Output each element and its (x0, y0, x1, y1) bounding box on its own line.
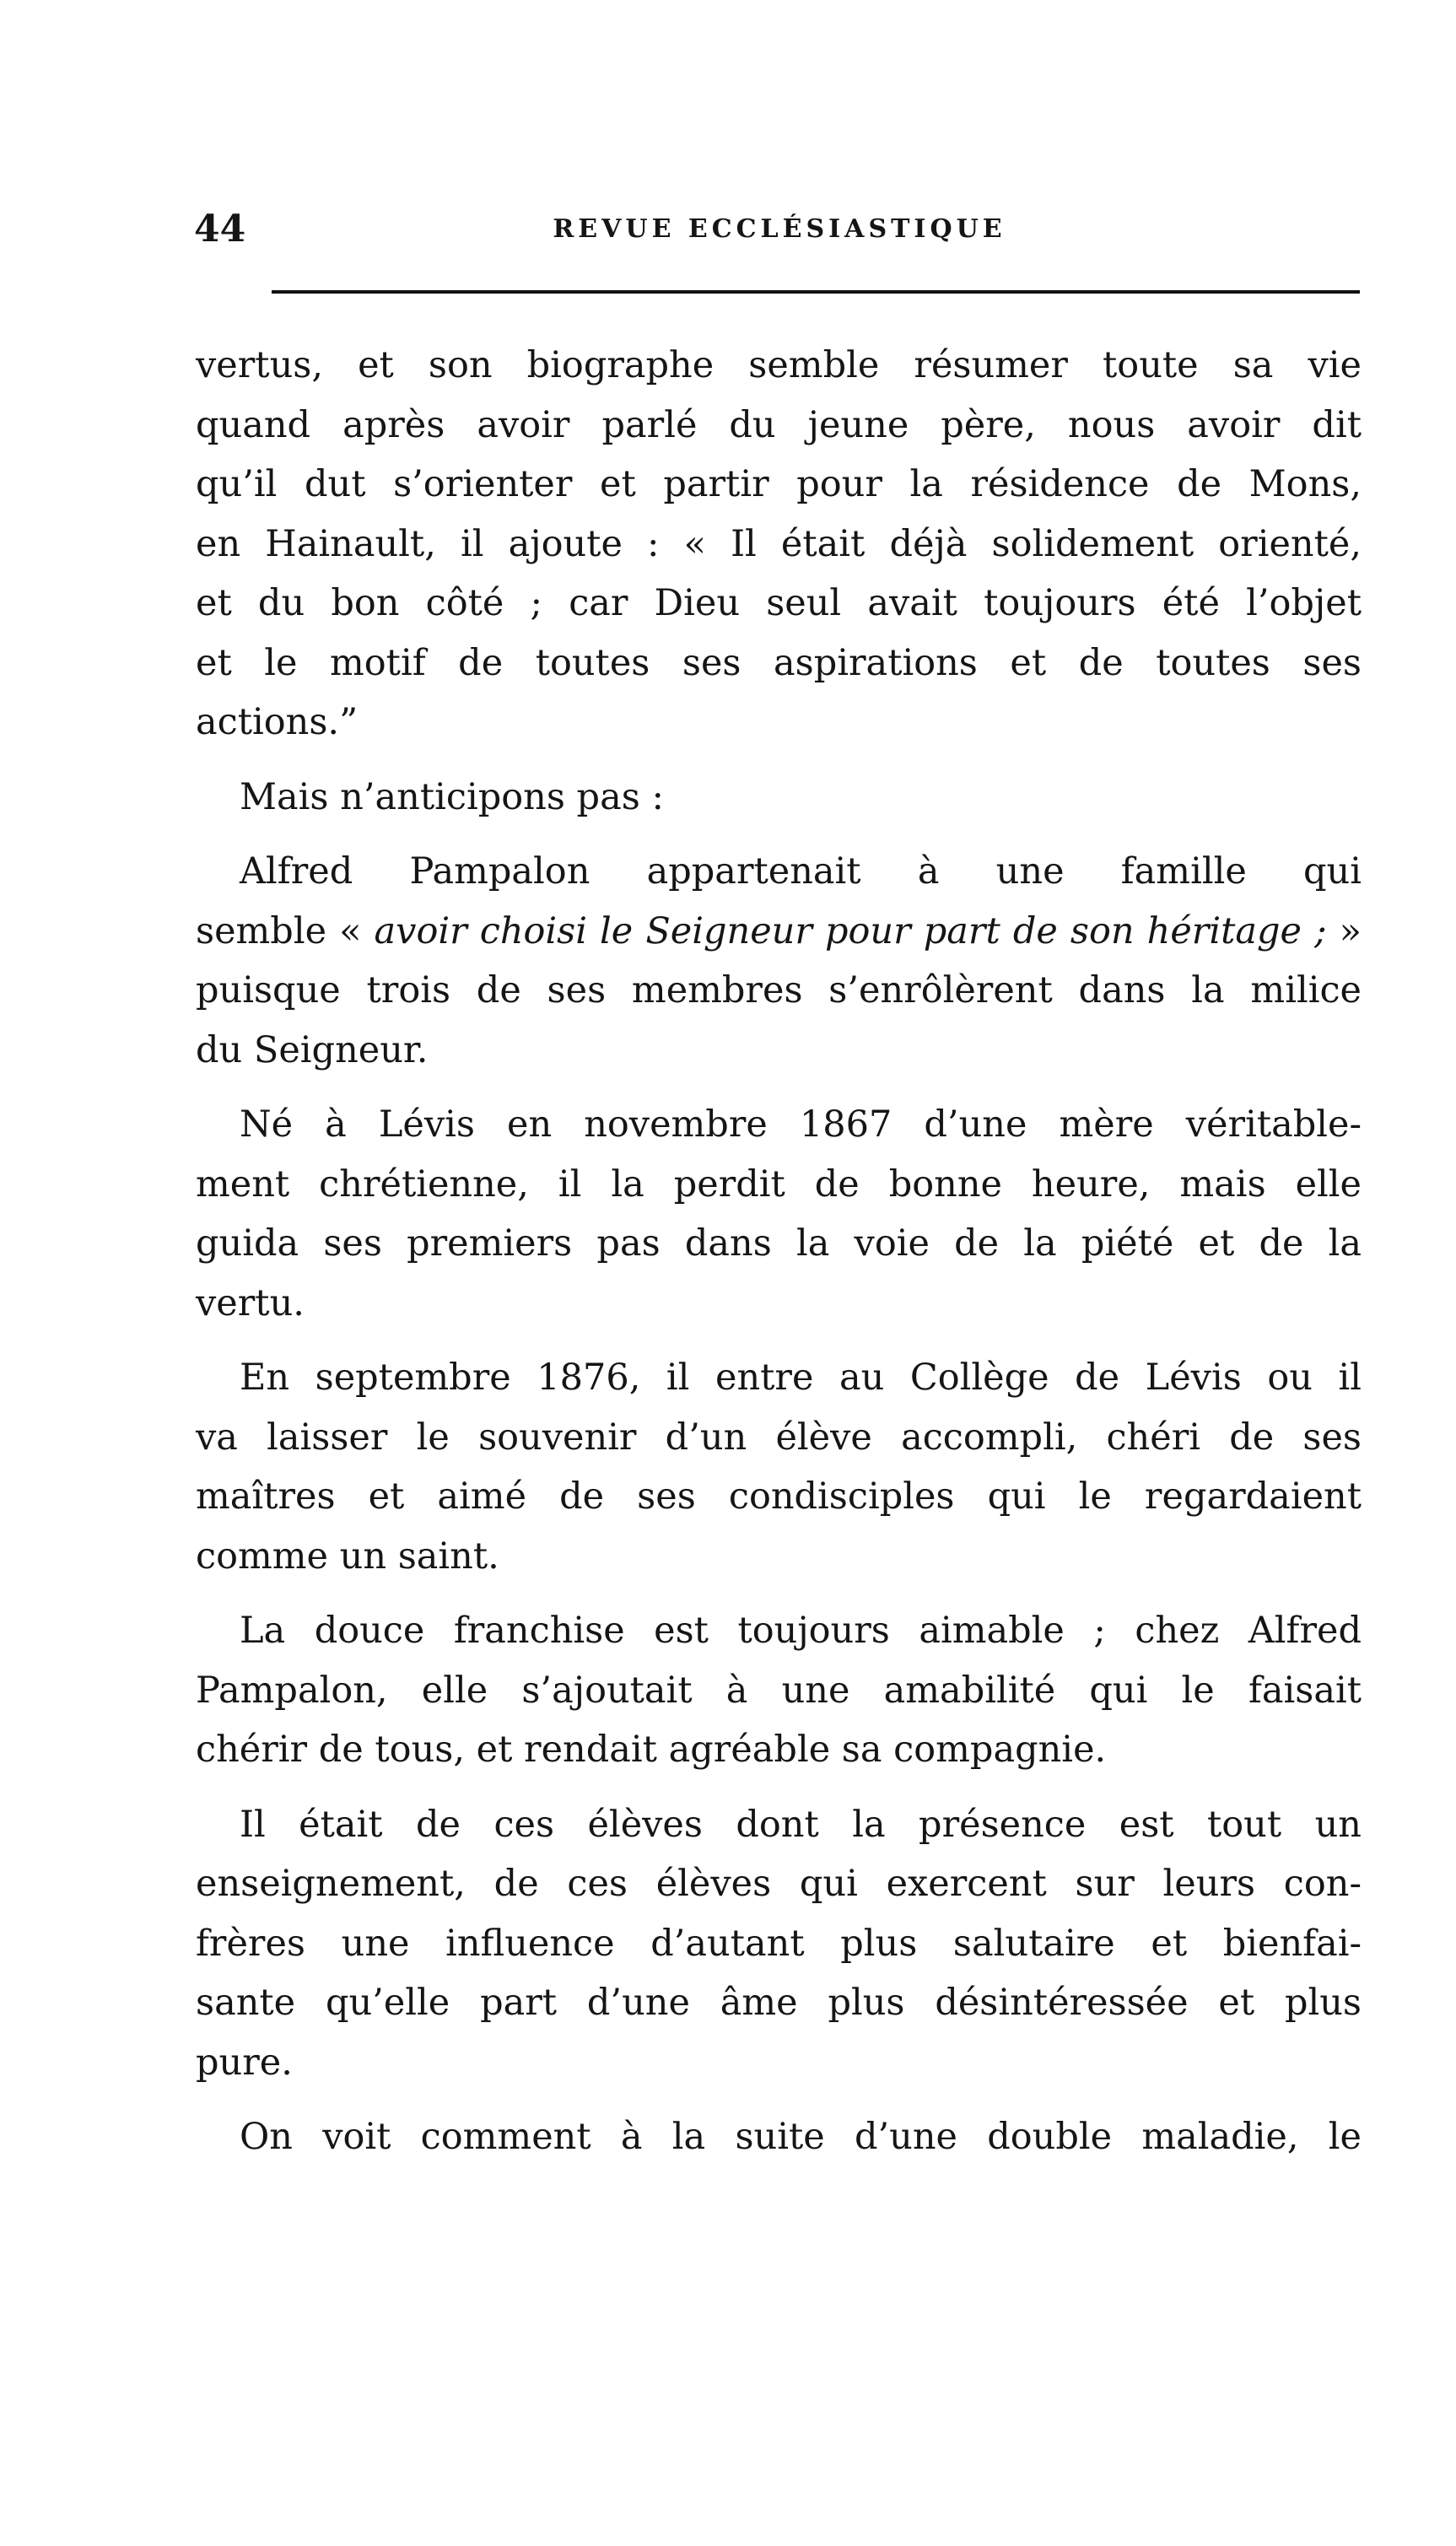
text-line: vertus, et son biographe semble résumer toute sa vie (196, 344, 1362, 386)
text-line: puisque trois de ses membres s’enrôlèrent dans la milice (196, 969, 1362, 1011)
paragraph (196, 1601, 1362, 1780)
text-line: Né à Lévis en novembre 1867 d’une mère véritable- (240, 1103, 1362, 1146)
text-line: enseignement, de ces élèves qui exercent sur leurs con- (196, 1863, 1362, 1905)
page-header (194, 208, 1365, 267)
page-number: 44 (194, 208, 246, 251)
italic-quote: avoir choisi le Seigneur pour part de son héritage ; (374, 909, 1327, 952)
paragraph (196, 1348, 1362, 1586)
running-title: REVUE ECCLÉSIASTIQUE (553, 214, 1006, 244)
text-line: actions.” (196, 701, 359, 743)
paragraph (196, 842, 1362, 1080)
text-line: qu’il dut s’orienter et partir pour la résidence de Mons, (196, 463, 1362, 505)
paragraph (196, 2107, 1362, 2167)
text-line: Mais n’anticipons pas : (240, 775, 664, 818)
text-line: guida ses premiers pas dans la voie de la piété et de la (196, 1222, 1362, 1265)
text-line: maîtres et aimé de ses condisciples qui le regardaient (196, 1475, 1362, 1518)
paragraph (196, 1795, 1362, 2093)
text-line: va laisser le souvenir d’un élève accompli, chéri de ses (196, 1416, 1362, 1459)
quote-open: semble « (196, 909, 375, 952)
body-text (196, 336, 1362, 2167)
paragraph (196, 1095, 1362, 1333)
text-line: En septembre 1876, il entre au Collège de Lévis ou il (240, 1357, 1362, 1399)
quote-close: » (1326, 909, 1362, 952)
text-line: pure. (196, 2041, 293, 2084)
header-rule (272, 290, 1360, 294)
text-line: du Seigneur. (196, 1028, 429, 1071)
text-line: vertu. (196, 1281, 305, 1324)
text-line-with-quote (196, 902, 1362, 962)
text-line: quand après avoir parlé du jeune père, nous avoir dit (196, 403, 1362, 446)
text-line: et du bon côté ; car Dieu seul avait toujours été l’objet (196, 582, 1362, 624)
text-line: et le motif de toutes ses aspirations et de toutes ses (196, 641, 1362, 684)
text-line: frères une influence d’autant plus salutaire et bienfai- (196, 1922, 1362, 1965)
text-line: en Hainault, il ajoute : « Il était déjà solidement orienté, (196, 522, 1362, 565)
text-line: Alfred Pampalon appartenait à une famille qui (240, 850, 1362, 893)
text-line: Pampalon, elle s’ajoutait à une amabilité qui le faisait (196, 1669, 1362, 1712)
text-line: On voit comment à la suite d’une double maladie, le (240, 2116, 1362, 2158)
text-line: chérir de tous, et rendait agréable sa compagnie. (196, 1729, 1107, 1771)
text-line: Il était de ces élèves dont la présence est tout un (240, 1803, 1362, 1846)
text-line: La douce franchise est toujours aimable ; chez Alfred (240, 1610, 1362, 1652)
paragraph (196, 768, 1362, 828)
text-line: comme un saint. (196, 1535, 499, 1578)
paragraph (196, 336, 1362, 752)
text-line: sante qu’elle part d’une âme plus désintéressée et plus (196, 1982, 1362, 2024)
text-line: ment chrétienne, il la perdit de bonne heure, mais elle (196, 1162, 1362, 1206)
